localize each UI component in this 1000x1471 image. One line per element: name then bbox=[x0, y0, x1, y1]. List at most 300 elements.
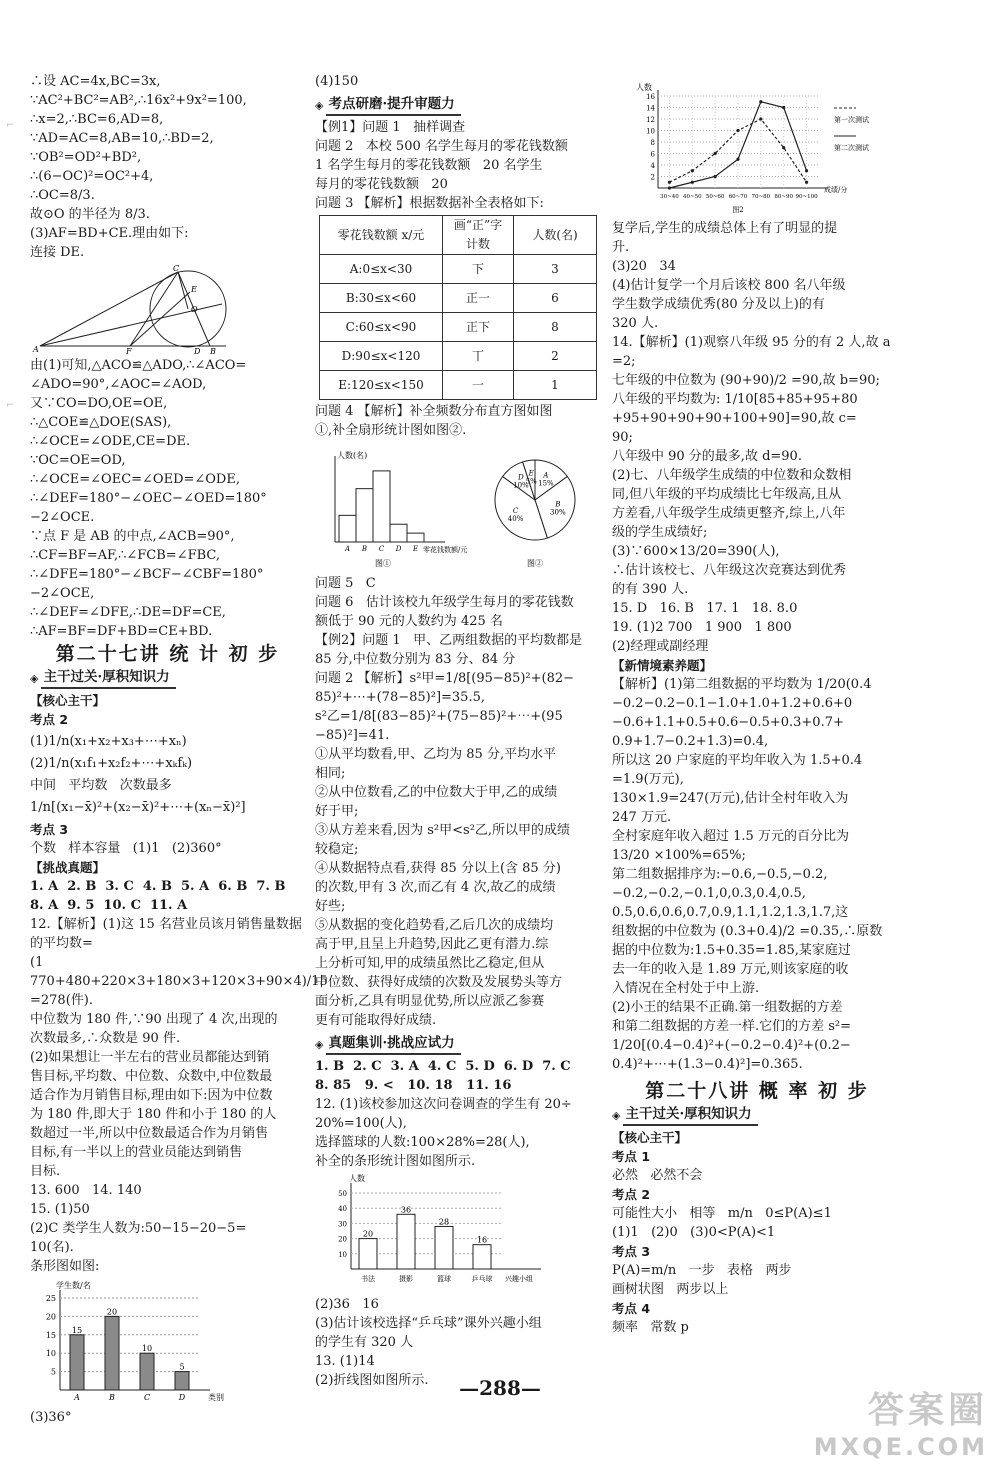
category-label: 40~50 bbox=[682, 194, 702, 200]
text-line: ∴△COE≌△DOE(SAS), bbox=[30, 415, 172, 430]
text-line: 中间 平均数 次数最多 bbox=[30, 778, 172, 793]
tally-table bbox=[319, 215, 597, 400]
text-line: 85)²+⋯+(78−85)²]=35.5, bbox=[315, 690, 485, 705]
text-line: ②从中位数看,乙的中位数大于甲,乙的成绩 bbox=[315, 785, 558, 800]
circle-geometry-figure bbox=[30, 264, 230, 354]
text-line: ∴∠DEF=180°−∠OEC−∠OED=180° bbox=[30, 491, 267, 506]
text-line: 补全的条形统计图如图所示. bbox=[315, 1154, 476, 1169]
table-cell: 丅 bbox=[443, 342, 514, 371]
text-block bbox=[612, 675, 902, 1074]
text-block bbox=[612, 219, 902, 656]
text-line: −2∠OCE. bbox=[30, 510, 95, 525]
text-line: 高于甲,且呈上升趋势,因此乙更有潜力.综 bbox=[315, 937, 549, 952]
text-line: 八年级的平均数为: 1/10[85+85+95+80 bbox=[612, 392, 858, 407]
lecture-28-title: 第二十八讲 概 率 初 步 bbox=[645, 1080, 869, 1102]
challenge-heading: 【挑战真题】 bbox=[30, 860, 106, 875]
table-cell: E:120≤x<150 bbox=[320, 371, 443, 400]
text-line: 【解析】(1)第二组数据的平均数为 1/20(0.4 bbox=[612, 677, 872, 692]
diamond-icon: ◈ bbox=[315, 1038, 324, 1051]
kaodian-label: 考点 3 bbox=[612, 1244, 651, 1259]
text-line: ③从方差来看,因为 s²甲<s²乙,所以甲的成绩 bbox=[315, 823, 571, 838]
data-label: 20 bbox=[362, 1229, 374, 1239]
text-line: 又∵CO=DO,OE=OE, bbox=[30, 396, 168, 411]
page-number: —288— bbox=[459, 1376, 541, 1400]
text-line: ④从数据特点看,获得 85 分以上(含 85 分) bbox=[315, 861, 561, 876]
text-line: 19. (1)2 700 1 900 1 800 bbox=[612, 620, 792, 635]
y-axis-label: 学生数/名 bbox=[56, 1281, 91, 1290]
table-row bbox=[320, 371, 597, 400]
text-line: 320 人. bbox=[612, 316, 659, 331]
bar bbox=[473, 1245, 491, 1269]
text-line: 相同; bbox=[315, 766, 346, 781]
tick-label: 10 bbox=[646, 127, 655, 136]
section-heading: ◈ 真题集训·挑战应试力 bbox=[315, 1034, 605, 1055]
text-line: ∴∠OCE=∠OEC=∠OED=∠ODE, bbox=[30, 472, 240, 487]
text-line: 12. (1)该校参加这次问卷调查的学生有 20÷ bbox=[315, 1097, 572, 1112]
point-label: B bbox=[210, 347, 216, 354]
kaodian-label: 考点 1 bbox=[612, 1149, 651, 1164]
text-line: 七年级的中位数为 (90+90)/2 =90,故 b=90; bbox=[612, 373, 880, 388]
tick-label: 2 bbox=[650, 173, 655, 182]
tick-label: 15 bbox=[45, 1330, 56, 1340]
figure-caption: 图2 bbox=[732, 206, 744, 214]
column-3 bbox=[612, 80, 902, 1337]
y-axis-label: 人数 bbox=[636, 83, 652, 92]
category-label: 70~80 bbox=[751, 194, 771, 200]
tick-label: 6 bbox=[650, 150, 655, 159]
example-line: 【例1】问题 1 抽样调查 bbox=[315, 120, 466, 135]
text-line: 条形图如图: bbox=[30, 1259, 100, 1274]
text-line: 15. (1)50 bbox=[30, 1202, 90, 1217]
data-point bbox=[782, 106, 785, 109]
pie-value-label: 30% bbox=[550, 508, 566, 517]
text-block bbox=[30, 356, 305, 641]
figure-caption: 图② bbox=[527, 559, 543, 568]
text-line: ①从平均数看,甲、乙均为 85 分,平均水平 bbox=[315, 747, 557, 762]
answer-line: 8. A 9. 5 10. C 11. A bbox=[30, 898, 188, 913]
tick-label: 25 bbox=[45, 1294, 56, 1303]
tick-label: 12 bbox=[646, 116, 655, 124]
text-line: 可能性大小 相等 m/n 0≤P(A)≤1 bbox=[612, 1206, 832, 1221]
pie-label: E bbox=[528, 469, 534, 478]
tick-label: 4 bbox=[650, 162, 655, 170]
text-line: 90; bbox=[612, 430, 633, 445]
table-cell: 3 bbox=[514, 255, 597, 284]
text-line: −2∠OCE, bbox=[30, 586, 95, 601]
text-line: 目标. bbox=[30, 1164, 61, 1179]
text-line: s²乙=1/8[(83−85)²+(75−85)²+⋯+(95 bbox=[315, 709, 563, 724]
bar bbox=[397, 1214, 415, 1269]
text-block bbox=[315, 137, 605, 213]
text-block bbox=[30, 915, 328, 1276]
text-line: 0.9+1.7−0.2+1.3)=0.4, bbox=[612, 734, 769, 749]
tick-label: 5 bbox=[50, 1367, 56, 1377]
text-line: 去一年的收入是 1.89 万元,则该家庭的收 bbox=[612, 962, 849, 977]
section-heading: ◈ 主干过关·厚积知识力 bbox=[30, 668, 305, 689]
category-label: D bbox=[395, 545, 402, 553]
text-line: 的有 390 人. bbox=[612, 582, 689, 597]
y-axis-label: 人数(名) bbox=[337, 451, 368, 460]
text-line: +95+90+90+90+100+90]=90,故 c= bbox=[612, 411, 857, 426]
text-line: 的平均数= bbox=[30, 936, 93, 951]
text-line: (2)如果想让一半左右的营业员都能达到销 bbox=[30, 1050, 270, 1065]
text-line: 据的中位数为:1.5+0.35=1.85,某家庭过 bbox=[612, 943, 851, 958]
text-line: ∵OB²=OD²+BD², bbox=[30, 150, 142, 165]
column-1 bbox=[30, 72, 328, 1427]
text-line: 20%=100(人), bbox=[315, 1116, 407, 1131]
data-label: 5 bbox=[179, 1362, 185, 1372]
x-axis-label: 兴趣小组 bbox=[505, 1275, 533, 1283]
tick-label: 50 bbox=[338, 1190, 347, 1198]
text-line: 15. D 16. B 17. 1 18. 8.0 bbox=[612, 601, 798, 616]
table-cell: 8 bbox=[514, 313, 597, 342]
category-label: 乒乓球 bbox=[471, 1275, 493, 1283]
formula: (1)1/n(x₁+x₂+x₃+⋯+xₙ) bbox=[30, 734, 187, 749]
text-line: 学生数学成绩优秀(80 分及以上)的有 bbox=[612, 297, 825, 312]
point-label: O bbox=[191, 305, 198, 314]
column-2 bbox=[315, 72, 605, 1390]
text-line: 级的学生成绩好; bbox=[612, 525, 708, 540]
tick-label: 16 bbox=[646, 93, 655, 101]
text-line: ∴CF=BF=AF,∴∠FCB=∠FBC, bbox=[30, 548, 221, 563]
core-heading: 【核心主干】 bbox=[30, 693, 106, 708]
category-label: B bbox=[361, 545, 368, 553]
data-point bbox=[714, 175, 717, 178]
section-heading: ◈ 考点研磨·提升审题力 bbox=[315, 95, 605, 116]
text-line: (2)折线图如图所示. bbox=[315, 1373, 429, 1388]
kaodian-label: 考点 4 bbox=[612, 1301, 651, 1316]
text-line: 更有可能取得好成绩. bbox=[315, 1013, 437, 1028]
table-header: 人数(名) bbox=[514, 216, 597, 255]
data-point bbox=[736, 158, 739, 161]
kaodian-label: 考点 2 bbox=[30, 712, 69, 727]
point-label: A bbox=[33, 345, 39, 354]
data-point bbox=[805, 181, 808, 184]
diamond-icon: ◈ bbox=[612, 1109, 621, 1122]
text-line: 额低于 90 元的人数约为 425 名 bbox=[315, 614, 503, 629]
histogram-bar bbox=[373, 471, 390, 542]
text-line: 0.5,0.6,0.6,0.7,0.9,1.1,1.2,1.3,1.7,这 bbox=[612, 905, 849, 920]
text-line: (2)36 16 bbox=[315, 1297, 379, 1312]
text-line: 升. bbox=[612, 240, 630, 255]
text-line: 较稳定; bbox=[315, 842, 359, 857]
pie-label: B bbox=[555, 500, 561, 509]
text-line: 13. (1)14 bbox=[315, 1354, 375, 1369]
point-label: D bbox=[194, 347, 201, 354]
text-line: ∵OC=OE=OD, bbox=[30, 453, 126, 468]
point-label: E bbox=[191, 285, 197, 294]
text-line: 问题 2 【解析】s²甲=1/8[(95−85)²+(82− bbox=[315, 671, 575, 686]
text-line: ∵AC²+BC²=AB²,∴16x²+9x²=100, bbox=[30, 93, 247, 108]
text-line: 12.【解析】(1)这 15 名营业员该月销售量数据 bbox=[30, 917, 302, 932]
data-label: 36 bbox=[400, 1205, 412, 1215]
text-line: (4)150 bbox=[315, 74, 359, 89]
text-line: 画树状图 两步以上 bbox=[612, 1282, 729, 1297]
category-label: 摄影 bbox=[399, 1275, 413, 1283]
answer-line: 1. B 2. C 3. A 4. C 5. D 6. D 7. C bbox=[315, 1059, 571, 1074]
text-line: 目标,有一半以上的营业员能达到销售 bbox=[30, 1145, 243, 1160]
text-line: 组数据的中位数为 (0.3+0.4)/2 =0.35,∴原数 bbox=[612, 924, 883, 939]
text-line: ∵AD=AC=8,AB=10,∴BD=2, bbox=[30, 131, 214, 146]
text-line: 频率 常数 p bbox=[612, 1320, 689, 1335]
lecture-27-title: 第二十七讲 统 计 初 步 bbox=[55, 643, 280, 665]
data-point bbox=[668, 186, 671, 189]
data-point bbox=[736, 129, 739, 132]
text-line: =2; bbox=[612, 354, 636, 369]
formula: 1/n[(x₁−x̄)²+(x₂−x̄)²+⋯+(xₙ−x̄)²] bbox=[30, 800, 246, 815]
table-header: 零花钱数额 x/元 bbox=[320, 216, 443, 255]
text-line: P(A)=m/n 一步 表格 两步 bbox=[612, 1263, 792, 1278]
text-line: 所以这 20 户家庭的平均年收入为 1.5+0.4 bbox=[612, 753, 863, 768]
text-line: 上分析可知,甲的成绩虽然比乙稳定,但从 bbox=[315, 956, 545, 971]
table-cell: 6 bbox=[514, 284, 597, 313]
text-line: 的学生有 320 人 bbox=[315, 1335, 414, 1350]
category-label: 60~70 bbox=[728, 194, 748, 200]
text-line: ∴设 AC=4x,BC=3x, bbox=[30, 74, 161, 89]
text-line: ①,补全扇形统计图如图②. bbox=[315, 423, 467, 438]
tick-label: 10 bbox=[338, 1250, 347, 1259]
histogram-bar bbox=[339, 515, 356, 542]
text-line: (2)小王的结果不正确.第一组数据的方差 bbox=[612, 1000, 843, 1015]
new-context-heading: 【新情境素养题】 bbox=[612, 658, 713, 673]
text-line: 1 名学生每月的零花钱数额 20 名学生 bbox=[315, 158, 543, 173]
text-line: ∴∠OCE=∠ODE,CE=DE. bbox=[30, 434, 191, 449]
data-label: 28 bbox=[438, 1217, 450, 1227]
text-block bbox=[315, 574, 605, 1030]
tick-label: 40 bbox=[338, 1205, 347, 1214]
text-line: 售目标,平均数、中位数、众数中,中位数最 bbox=[30, 1069, 273, 1084]
text-line: (2)C 类学生人数为:50−15−20−5= bbox=[30, 1221, 247, 1236]
text-line: 中位数为 180 件,∵90 出现了 4 次,出现的 bbox=[30, 1012, 278, 1027]
histogram-bar bbox=[407, 533, 424, 542]
data-point bbox=[782, 146, 785, 149]
text-line: (2)七、八年级学生成绩的中位数和众数相 bbox=[612, 468, 852, 483]
watermark-url: MXQE.COM bbox=[813, 1433, 988, 1461]
text-line: 问题 6 估计该校九年级学生每月的零花钱数 bbox=[315, 595, 574, 610]
text-line: ∴∠DEF=∠DFE,∴DE=DF=CE, bbox=[30, 605, 226, 620]
bar bbox=[435, 1226, 453, 1269]
margin-mark: ⌐ bbox=[6, 400, 15, 411]
text-line: 选择篮球的人数:100×28%=28(人), bbox=[315, 1135, 530, 1150]
diamond-icon: ◈ bbox=[315, 99, 324, 112]
text-line: 为 180 件,即大于 180 件和小于 180 的人 bbox=[30, 1107, 277, 1122]
margin-mark: ⌐ bbox=[6, 120, 15, 131]
category-label: 篮球 bbox=[437, 1275, 451, 1283]
text-line: =278(件). bbox=[30, 993, 93, 1008]
text-line: −0.2−0.2−0.1−1.0+1.0+1.2+0.6+0 bbox=[612, 696, 853, 711]
text-line: ⑤从数据的变化趋势看,乙后几次的成绩均 bbox=[315, 918, 554, 933]
tick-label: 8 bbox=[650, 139, 655, 147]
table-cell: 一 bbox=[443, 371, 514, 400]
category-label: C bbox=[143, 1393, 151, 1402]
table-cell: A:0≤x<30 bbox=[320, 255, 443, 284]
text-line: 入情况在全村处于中上游. bbox=[612, 981, 760, 996]
text-line: 问题 4 【解析】补全频数分布直方图如图 bbox=[315, 404, 553, 419]
table-cell: 下 bbox=[443, 255, 514, 284]
category-label: B bbox=[109, 1393, 115, 1402]
text-line: (3)20 34 bbox=[612, 259, 676, 274]
category-label: 90~100 bbox=[795, 194, 818, 200]
text-line: 10(名). bbox=[30, 1240, 74, 1255]
pie-label: C bbox=[512, 507, 519, 516]
text-line: 每月的零花钱数额 20 bbox=[315, 177, 448, 192]
data-point bbox=[691, 181, 694, 184]
text-line: 好些; bbox=[315, 899, 346, 914]
table-cell: C:60≤x<90 bbox=[320, 313, 443, 342]
table-row bbox=[320, 284, 597, 313]
text-line: (3)∵600×13/20=390(人), bbox=[612, 544, 780, 559]
text-line: 次数最多,∴众数是 90 件. bbox=[30, 1031, 181, 1046]
table-cell: D:90≤x<120 bbox=[320, 342, 443, 371]
text-line: 第二组数据排序为:−0.6,−0.5,−0.2, bbox=[612, 867, 828, 882]
data-point bbox=[691, 169, 694, 172]
text-line: 方差看,八年级学生成绩更整齐,综上,八年 bbox=[612, 506, 846, 521]
text-line: 连接 DE. bbox=[30, 245, 85, 260]
pie-label: A bbox=[543, 471, 549, 480]
table-row bbox=[320, 342, 597, 371]
category-label: 书法 bbox=[361, 1275, 375, 1283]
text-block bbox=[30, 72, 305, 262]
histogram-bar bbox=[390, 524, 407, 542]
text-line: =1.9(万元), bbox=[612, 772, 684, 787]
text-line: 中位数、获得好成绩的次数及发展势头等方 bbox=[315, 975, 563, 990]
text-block bbox=[315, 1095, 605, 1171]
table-cell: 正下 bbox=[443, 313, 514, 342]
core-heading: 【核心主干】 bbox=[612, 1130, 688, 1145]
text-line: −0.2,−0.2,−0.1,0,0.3,0.4,0.5, bbox=[612, 886, 806, 901]
line-chart-scores bbox=[612, 82, 902, 217]
text-line: (3)估计该校选择“乒乓球”课外兴趣小组 bbox=[315, 1316, 542, 1331]
data-label: 10 bbox=[141, 1344, 153, 1354]
text-line: 13/20 ×100%=65%; bbox=[612, 848, 746, 863]
x-axis-label: 成绩/分 bbox=[824, 186, 848, 194]
bar bbox=[359, 1239, 377, 1269]
text-line: 由(1)可知,△ACO≌△ADO,∴∠ACO= bbox=[30, 358, 247, 373]
text-line: 问题 2 本校 500 名学生每月的零花钱数额 bbox=[315, 139, 568, 154]
answer-line: 8. 85 9. < 10. 18 11. 16 bbox=[315, 1078, 512, 1093]
data-point bbox=[759, 117, 762, 120]
legend-label: 第一次测试 bbox=[834, 116, 869, 124]
text-line: (4)估计复学一个月后该校 800 名八年级 bbox=[612, 278, 846, 293]
histogram-bar bbox=[356, 489, 373, 542]
watermark-logo-text: 答案圈 bbox=[867, 1390, 988, 1431]
text-line: 复学后,学生的成绩总体上有了明显的提 bbox=[612, 221, 838, 236]
point-label: C bbox=[173, 264, 180, 273]
text-line: −85)²]=41. bbox=[315, 728, 390, 743]
pie-value-label: 5% bbox=[525, 477, 537, 486]
tick-label: 10 bbox=[45, 1349, 56, 1359]
table-cell: 2 bbox=[514, 342, 597, 371]
category-label: 30~40 bbox=[660, 194, 679, 200]
category-label: A bbox=[344, 545, 351, 553]
kaodian-label: 考点 3 bbox=[30, 822, 69, 837]
text-line: 故⊙O 的半径为 8/3. bbox=[30, 207, 150, 222]
text-line: 247 万元. bbox=[612, 810, 672, 825]
data-label: 20 bbox=[106, 1307, 118, 1317]
text-line: 和第二组数据的方差一样.它们的方差 s²= bbox=[612, 1019, 852, 1034]
y-axis-label: 人数 bbox=[349, 1174, 365, 1183]
table-row bbox=[320, 313, 597, 342]
data-point bbox=[668, 181, 671, 184]
text-line: 全村家庭年收入超过 1.5 万元的百分比为 bbox=[612, 829, 849, 844]
text-line: ∠ADO=90°,∠AOC=∠AOD, bbox=[30, 377, 207, 392]
text-line: (1 770+480+220×3+180×3+120×3+90×4)/15 bbox=[30, 955, 328, 989]
category-label: A bbox=[74, 1393, 80, 1402]
text-line: (3)36° bbox=[30, 1410, 72, 1425]
text-line: 个数 样本容量 (1)1 (2)360° bbox=[30, 841, 222, 856]
answer-line: 1. A 2. B 3. C 4. B 5. A 6. B 7. B bbox=[30, 879, 286, 894]
text-line: 适合作为月销售目标,理由如下:因为中位数 bbox=[30, 1088, 273, 1103]
text-line: 同,但八年级的平均成绩比七年级高,且从 bbox=[612, 487, 842, 502]
text-line: ∴(6−OC)²=OC²+4, bbox=[30, 169, 154, 184]
tick-label: 20 bbox=[45, 1312, 56, 1322]
text-line: 面分析,乙具有明显优势,所以应派乙参赛 bbox=[315, 994, 545, 1009]
text-line: 【例2】问题 1 甲、乙两组数据的平均数都是 bbox=[315, 633, 583, 648]
text-line: 问题 5 C bbox=[315, 576, 376, 591]
text-line: 数超过一半,所以中位数最适合作为月销售 bbox=[30, 1126, 269, 1141]
table-cell: B:30≤x<60 bbox=[320, 284, 443, 313]
table-row bbox=[320, 255, 597, 284]
formula: (2)1/n(x₁f₁+x₂f₂+⋯+xₖfₖ) bbox=[30, 756, 193, 771]
text-line: 八年级中 90 分的最多,故 d=90. bbox=[612, 449, 802, 464]
text-line: ∴AF=BF=DF+BD=CE+BD. bbox=[30, 624, 213, 639]
pie-value-label: 10% bbox=[513, 481, 529, 490]
text-block bbox=[315, 402, 605, 440]
figure-caption: 图① bbox=[375, 559, 391, 568]
category-label: E bbox=[412, 545, 419, 553]
table-header: 画“正”字计数 bbox=[443, 216, 514, 255]
text-line: ∴∠DFE=180°−∠BCF−∠CBF=180° bbox=[30, 567, 264, 582]
table-cell: 正一 bbox=[443, 284, 514, 313]
point-label: F bbox=[126, 347, 132, 354]
text-line: 的次数,甲有 3 次,而乙有 4 次,故乙的成绩 bbox=[315, 880, 556, 895]
category-label: D bbox=[178, 1393, 186, 1402]
tick-label: 30 bbox=[338, 1220, 347, 1229]
category-label: 80~90 bbox=[774, 194, 794, 200]
section-heading: ◈ 主干过关·厚积知识力 bbox=[612, 1105, 902, 1126]
data-point bbox=[759, 100, 762, 103]
text-line: 好于甲; bbox=[315, 804, 359, 819]
bar-chart-interest-groups bbox=[315, 1173, 575, 1293]
watermark bbox=[814, 1382, 988, 1461]
text-line: 0.4)²+⋯+(1.3−0.4)²]=0.365. bbox=[612, 1057, 803, 1072]
pie-label: D bbox=[518, 473, 524, 482]
text-line: (1)1 (2)0 (3)0<P(A)<1 bbox=[612, 1225, 776, 1240]
text-line: 必然 必然不会 bbox=[612, 1168, 703, 1183]
tick-label: 14 bbox=[646, 104, 655, 113]
text-line: (2)经理或副经理 bbox=[612, 639, 709, 654]
text-line: 1/20[(0.4−0.4)²+(−0.2−0.4)²+(0.2− bbox=[612, 1038, 851, 1053]
text-line: −0.6+1.1+0.5+0.6−0.5+0.3+0.7+ bbox=[612, 715, 844, 730]
text-line: ∴x=2,∴BC=6,AD=8, bbox=[30, 112, 164, 127]
histogram-and-pie bbox=[315, 442, 600, 572]
data-point bbox=[805, 169, 808, 172]
table-cell: 1 bbox=[514, 371, 597, 400]
text-line: 14.【解析】(1)观察八年级 95 分的有 2 人,故 a bbox=[612, 335, 891, 350]
x-axis-label: 类别 bbox=[208, 1393, 224, 1402]
x-axis-label: 零花钱数额/元 bbox=[423, 546, 468, 554]
legend-label: 第二次测试 bbox=[834, 144, 869, 152]
text-line: ∴OC=8/3. bbox=[30, 188, 95, 203]
text-line: (3)AF=BD+CE.理由如下: bbox=[30, 226, 189, 241]
text-line: 130×1.9=247(万元),估计全村年收入为 bbox=[612, 791, 849, 806]
tick-label: 20 bbox=[338, 1235, 347, 1244]
text-line: 问题 3 【解析】根据数据补全表格如下: bbox=[315, 196, 544, 211]
pie-value-label: 40% bbox=[507, 515, 524, 524]
text-line: ∵点 F 是 AB 的中点,∠ACB=90°, bbox=[30, 529, 235, 544]
diamond-icon: ◈ bbox=[30, 672, 39, 685]
kaodian-label: 考点 2 bbox=[612, 1187, 651, 1202]
